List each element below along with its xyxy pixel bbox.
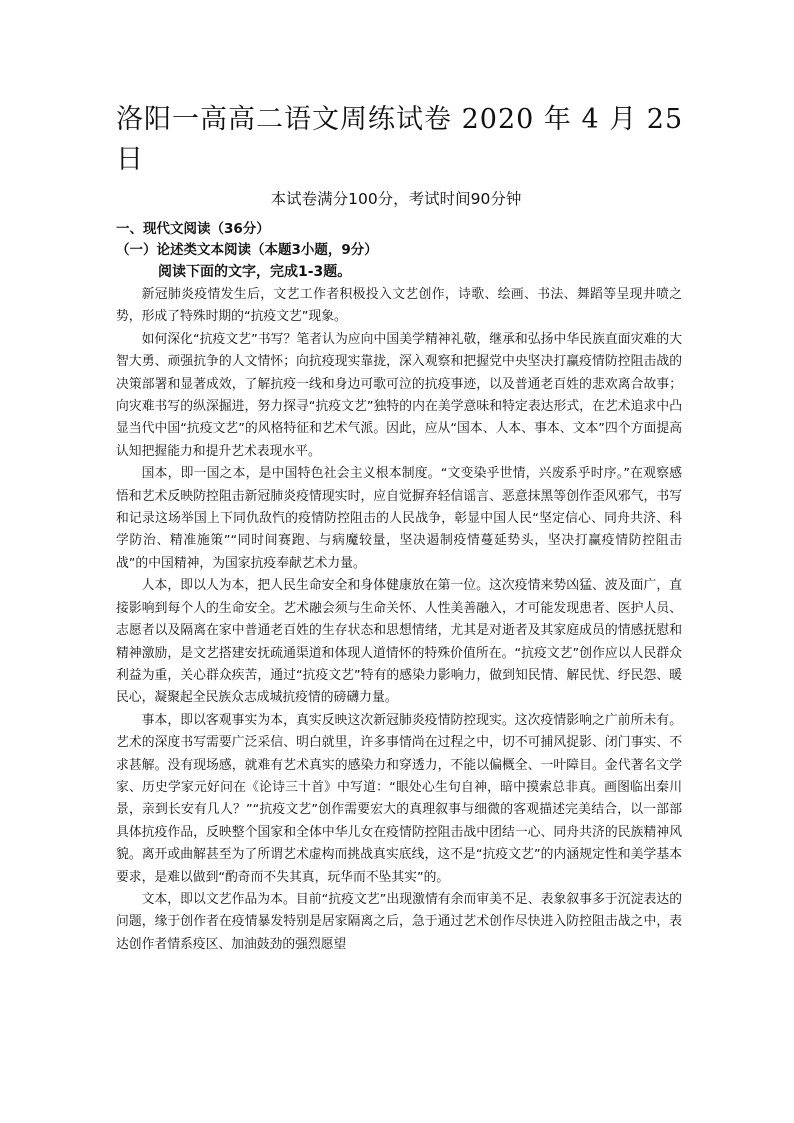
reading-instruction: 阅读下面的文字，完成1-3题。 [158,264,352,280]
paragraph: 国本，即一国之本，是中国特色社会主义根本制度。“文变染乎世情，兴废系乎时序。”在观察感悟和艺术反映防控阻击新冠肺炎疫情现实时，应自觉摒弃轻信谣言、恶意抹黑等创作歪风邪气，书写和记录这场举国上下同仇敌忾的疫情防控阻击的人民战争，彰显中国人民“坚定信心、同舟共济、科学防治、精准施策”“同时间赛跑、与病魔较量，坚决遏制疫情蔓延势头，坚决打赢疫情防控阻击战”的中国精神，为国家抗疫奉献艺术力量。 [116,466,682,571]
section-heading: 一、现代文阅读（36分） [116,221,270,237]
passage-body [116,284,682,956]
paragraph: 新冠肺炎疫情发生后，文艺工作者积极投入文艺创作，诗歌、绘画、书法、舞蹈等呈现井喷之势，形成了特殊时期的“抗疫文艺”现象。 [116,287,682,325]
paragraph: 如何深化“抗疫文艺”书写？笔者认为应向中国美学精神礼敬，继承和弘扬中华民族直面灾难的大智大勇、顽强抗争的人文情怀；向抗疫现实靠拢，深入观察和把握党中央坚决打赢疫情防控阻击战的决策部署和显著成效，了解抗疫一线和身边可歌可泣的抗疫事迹，以及普通老百姓的悲欢离合故事；向灾难书写的纵深掘进，努力探寻“抗疫文艺”独特的内在美学意味和特定表达形式，在艺术追求中凸显当代中国“抗疫文艺”的风格特征和艺术气派。因此，应从“国本、人本、事本、文本”四个方面提高认知把握能力和提升艺术表现水平。 [116,331,682,459]
subsection-heading: （一）论述类文本阅读（本题3小题，9分） [116,242,378,258]
exam-info: 本试卷满分100分，考试时间90分钟 [270,190,522,208]
paragraph: 事本，即以客观事实为本，真实反映这次新冠肺炎疫情防控现实。这次疫情影响之广前所未有。艺术的深度书写需要广泛采信、明白就里，许多事情尚在过程之中，切不可捕风捉影、闭门事实、不求甚解。没有现场感，就难有艺术真实的感染力和穿透力，不能以偏概全、一叶障目。金代著名文学家、历史学家元好问在《论诗三十首》中写道：“眼处心生句自神，暗中摸索总非真。画图临出秦川景，亲到长安有几人？”“抗疫文艺”创作需要宏大的真理叙事与细微的客观描述完美结合，以一部部具体抗疫作品，反映整个国家和全体中华儿女在疫情防控阻击战中团结一心、同舟共济的民族精神风貌。离开或曲解甚至为了所谓艺术虚构而挑战真实底线，这不是“抗疫文艺”的内涵规定性和美学基本要求，是难以做到“酌奇而不失其真，玩华而不坠其实”的。 [116,712,682,885]
paragraph: 文本，即以文艺作品为本。目前“抗疫文艺”出现激情有余而审美不足、表象叙事多于沉淀表达的问题，缘于创作者在疫情暴发特别是居家隔离之后，急于通过艺术创作尽快进入防控阻击战之中，表达创作者情系疫区、加油鼓劲的强烈愿望 [116,891,682,952]
page-title: 洛阳一高高二语文周练试卷 2020 年 4 月 25 日 [116,104,684,175]
paragraph: 人本，即以人为本，把人民生命安全和身体健康放在第一位。这次疫情来势凶猛、波及面广，直接影响到每个人的生命安全。艺术融会须与生命关怀、人性美善融入，才可能发现患者、医护人员、志愿者以及隔离在家中普通老百姓的生存状态和思想情绪，尤其是对逝者及其家庭成员的情感抚慰和精神激励，是文艺搭建安抚疏通渠道和体现人道情怀的特殊价值所在。“抗疫文艺”创作应以人民群众利益为重，关心群众疾苦，通过“抗疫文艺”特有的感染力影响力，做到知民情、解民忧、纾民怨、暖民心，凝聚起全民族众志成城抗疫情的磅礴力量。 [116,578,682,706]
